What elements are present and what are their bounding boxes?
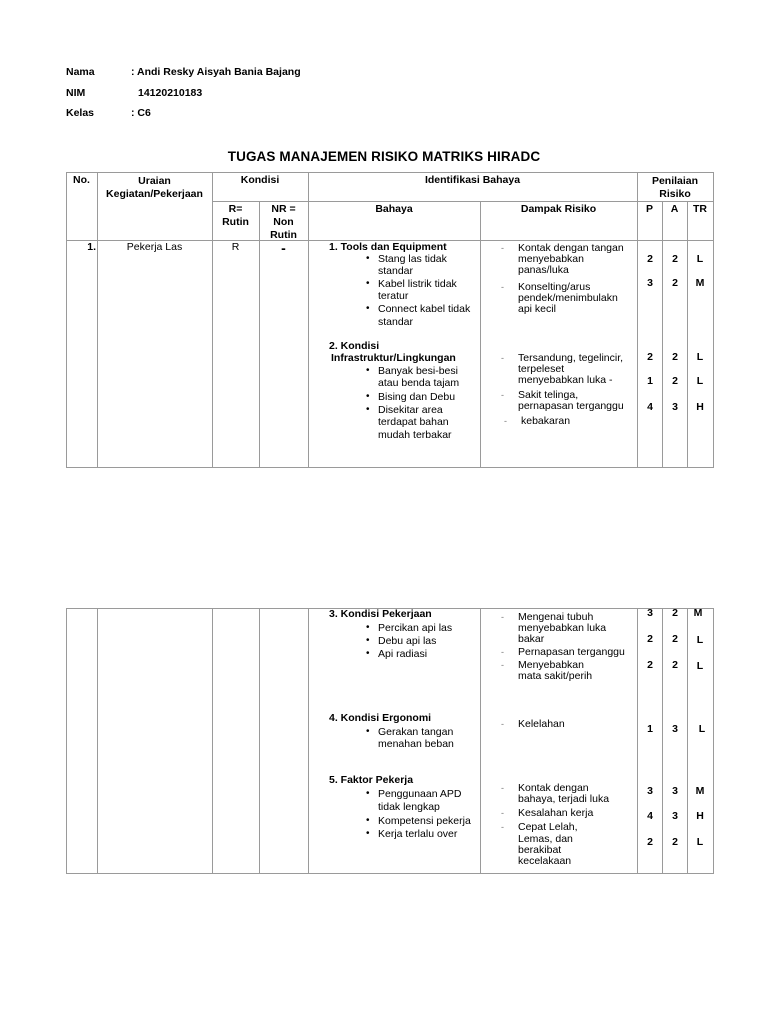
bahaya-item: • Stang las tidak xyxy=(378,253,447,265)
score-tr: L xyxy=(696,836,704,848)
bahaya-item: • Gerakan tangan xyxy=(378,726,453,738)
col-header-a: A xyxy=(670,203,679,215)
dampak-item: - Pernapasan terganggu xyxy=(518,647,625,658)
score-tr: L xyxy=(696,634,704,646)
score-a: 2 xyxy=(672,659,678,671)
col-header-tr: TR xyxy=(693,203,707,215)
score-p: 1 xyxy=(647,723,653,735)
score-p: 3 xyxy=(647,607,653,619)
bahaya-item-cont: standar xyxy=(378,265,414,277)
section-title-ergonomi: 4. Kondisi Ergonomi xyxy=(329,712,432,724)
dampak-item: - Konselting/arus xyxy=(518,282,590,293)
dampak-item-cont: bahaya, terjadi luka xyxy=(518,793,610,805)
bahaya-item: • Kabel listrik tidak xyxy=(378,278,457,290)
row-uraian: Pekerja Las xyxy=(126,241,183,253)
row-number: 1. xyxy=(87,241,96,253)
dampak-item: - Mengenai tubuh xyxy=(518,612,593,623)
bahaya-item: • Kerja terlalu over xyxy=(378,828,457,840)
nama-label: Nama xyxy=(66,66,95,78)
bahaya-item: • Banyak besi-besi xyxy=(378,365,458,377)
col-header-identifikasi: Identifikasi Bahaya xyxy=(424,174,521,186)
section-title-tools: 1. Tools dan Equipment xyxy=(329,241,447,253)
score-a: 2 xyxy=(672,836,678,848)
nim-value: 14120210183 xyxy=(138,87,203,99)
nim-label: NIM xyxy=(66,87,86,99)
dampak-item-cont: mata sakit/perih xyxy=(518,670,593,682)
bahaya-item: • Bising dan Debu xyxy=(378,391,455,403)
kelas-value: : C6 xyxy=(131,107,151,119)
bahaya-item: • Kompetensi pekerja xyxy=(378,815,471,827)
bahaya-item: • Api radiasi xyxy=(378,648,427,660)
score-tr: L xyxy=(696,660,704,672)
row-rutin-value: R xyxy=(231,241,240,253)
score-tr: M xyxy=(693,607,703,619)
dampak-item: - Tersandung, tegelincir, xyxy=(518,353,623,364)
bahaya-item: • Penggunaan APD xyxy=(378,788,462,800)
score-p: 2 xyxy=(647,659,653,671)
score-p: 3 xyxy=(647,277,653,289)
dampak-item-cont: berakibat xyxy=(518,844,562,856)
dampak-item-cont: menyebabkan luka xyxy=(518,622,607,634)
bahaya-item-cont: tidak lengkap xyxy=(378,801,440,813)
score-tr: M xyxy=(695,277,705,289)
score-p: 2 xyxy=(647,351,653,363)
dampak-item: - Kesalahan kerja xyxy=(518,808,593,819)
col-header-no: No. xyxy=(73,174,90,186)
score-a: 2 xyxy=(672,607,678,619)
bahaya-item: • Debu api las xyxy=(378,635,436,647)
dampak-item-cont: menyebabkan xyxy=(518,253,584,265)
dampak-item: - Sakit telinga, xyxy=(518,390,578,401)
score-a: 3 xyxy=(672,810,678,822)
section-title-faktor-pekerja: 5. Faktor Pekerja xyxy=(329,774,414,786)
score-a: 2 xyxy=(672,375,678,387)
col-header-penilaian: Penilaian Risiko xyxy=(651,175,699,200)
bahaya-item-cont: standar xyxy=(378,316,414,328)
score-tr: L xyxy=(696,375,704,387)
col-header-dampak: Dampak Risiko xyxy=(520,203,597,215)
col-header-kondisi: Kondisi xyxy=(240,174,280,186)
bahaya-item: • Percikan api las xyxy=(378,622,452,634)
dampak-item-cont: terpeleset xyxy=(518,363,565,375)
bahaya-item-cont: menahan beban xyxy=(378,738,454,750)
bahaya-item-cont: mudah terbakar xyxy=(378,429,452,441)
section-title-infrastruktur: Infrastruktur/Lingkungan xyxy=(331,352,456,364)
dampak-item-cont: pendek/menimbulakn xyxy=(518,292,618,304)
col-header-rutin: R= Rutin xyxy=(222,203,249,228)
score-a: 2 xyxy=(672,277,678,289)
score-tr: H xyxy=(696,401,704,413)
score-p: 2 xyxy=(647,633,653,645)
section-title-kondisi: 2. Kondisi xyxy=(329,340,380,352)
score-a: 2 xyxy=(672,351,678,363)
bahaya-item-cont: atau benda tajam xyxy=(378,377,460,389)
row-non-rutin-value: - xyxy=(281,240,286,256)
score-p: 2 xyxy=(647,253,653,265)
kelas-label: Kelas xyxy=(66,107,95,119)
dampak-item-cont: menyebabkan luka - xyxy=(518,374,613,386)
dampak-item-cont: panas/luka xyxy=(518,264,569,276)
score-tr: L xyxy=(696,253,704,265)
score-p: 4 xyxy=(647,401,653,413)
col-header-non-rutin: NR = Non Rutin xyxy=(270,203,297,241)
score-a: 3 xyxy=(672,401,678,413)
bahaya-item: • Disekitar area xyxy=(378,404,443,416)
score-a: 2 xyxy=(672,633,678,645)
score-p: 2 xyxy=(647,836,653,848)
dampak-item: - Menyebabkan xyxy=(518,660,584,671)
score-a: 3 xyxy=(672,723,678,735)
dampak-item-cont: api kecil xyxy=(518,303,556,315)
score-tr: L xyxy=(698,723,706,735)
section-title-kondisi-pekerjaan: 3. Kondisi Pekerjaan xyxy=(329,608,432,620)
score-p: 3 xyxy=(647,785,653,797)
score-p: 4 xyxy=(647,810,653,822)
dampak-item: - Kontak dengan xyxy=(518,783,589,794)
score-a: 3 xyxy=(672,785,678,797)
bahaya-item-cont: teratur xyxy=(378,290,409,302)
score-tr: L xyxy=(696,351,704,363)
dampak-item: - Cepat Lelah, xyxy=(518,822,578,833)
col-header-uraian: Uraian Kegiatan/Pekerjaan xyxy=(106,175,203,200)
dampak-item: - Kelelahan xyxy=(518,719,565,730)
document-title: TUGAS MANAJEMEN RISIKO MATRIKS HIRADC xyxy=(227,149,541,164)
score-tr: M xyxy=(695,785,705,797)
col-header-bahaya: Bahaya xyxy=(375,203,413,215)
bahaya-item-cont: terdapat bahan xyxy=(378,416,449,428)
col-header-p: P xyxy=(645,203,653,215)
nama-value: : Andi Resky Aisyah Bania Bajang xyxy=(131,66,301,78)
bahaya-item: • Connect kabel tidak xyxy=(378,303,470,315)
score-p: 1 xyxy=(647,375,653,387)
score-tr: H xyxy=(696,810,704,822)
dampak-item: - Kontak dengan tangan xyxy=(518,243,624,254)
dampak-item-cont: Lemas, dan xyxy=(518,833,573,845)
dampak-item-cont: bakar xyxy=(518,633,545,645)
dampak-item-cont: kecelakaan xyxy=(518,855,572,867)
dampak-item-cont: pernapasan terganggu xyxy=(518,400,624,412)
dampak-item: - kebakaran xyxy=(521,416,570,427)
score-a: 2 xyxy=(672,253,678,265)
